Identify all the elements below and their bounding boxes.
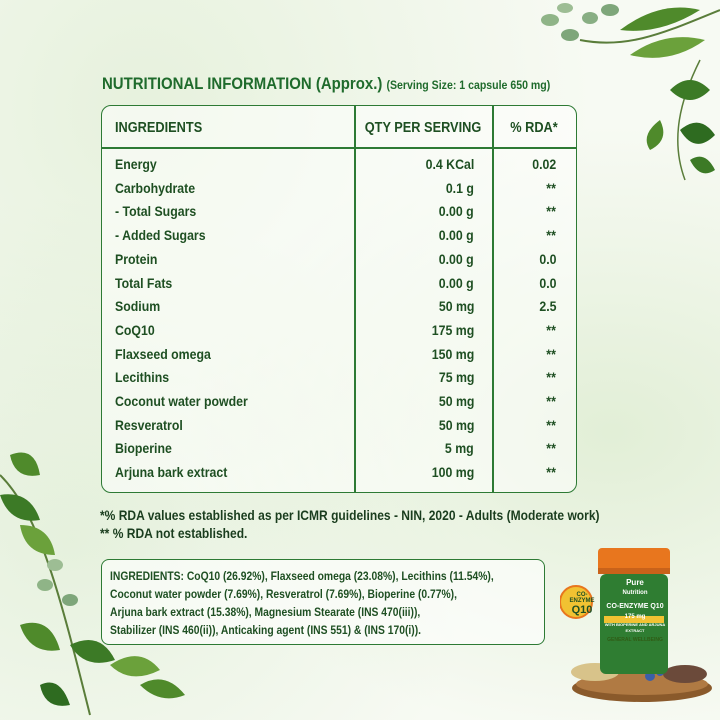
ingredient-qty: 50 mg — [438, 393, 474, 409]
table-row — [102, 322, 576, 346]
ingredient-qty: 50 mg — [438, 416, 474, 433]
table-row — [102, 156, 576, 180]
ingredient-name: CoQ10 — [115, 321, 155, 338]
table-row — [102, 251, 576, 275]
ingredient-name: Flaxseed omega — [115, 345, 211, 362]
product-name: CO-ENZYME Q10 — [606, 603, 664, 610]
ingredients-text — [110, 567, 537, 639]
ingredient-rda: 2.5 — [538, 298, 556, 315]
table-row — [102, 417, 576, 441]
serving-size: (Serving Size: 1 capsule 650 mg) — [386, 78, 551, 92]
product-tagline: WITH BIOPERINE AND ARJUNA EXTRACT — [604, 622, 666, 633]
ingredient-rda: 0.0 — [538, 250, 556, 267]
ingredient-qty: 0.00 g — [439, 203, 474, 220]
brand-name: Pure — [626, 578, 644, 587]
ingredient-rda: 0.02 — [532, 156, 556, 172]
title-main: NUTRITIONAL INFORMATION (Approx.) — [102, 74, 383, 93]
header-ingredients: INGREDIENTS — [115, 120, 203, 136]
ingredient-rda: ** — [546, 416, 556, 433]
ingredients-line: Stabilizer (INS 460(ii)), Anticaking agent (INS 551) & (INS 170(i)). — [110, 623, 422, 637]
header-rda: % RDA* — [510, 120, 558, 136]
rda-footnote: *% RDA values established as per ICMR guidelines - NIN, 2020 - Adults (Moderate work) — [100, 507, 600, 523]
table-row — [102, 369, 576, 393]
ingredient-name: Lecithins — [115, 369, 170, 386]
table-row — [102, 180, 576, 204]
ingredient-qty: 0.00 g — [439, 250, 474, 267]
ingredient-qty: 5 mg — [445, 440, 474, 457]
table-row — [102, 346, 576, 370]
rda-not-established-note: ** % RDA not established. — [100, 525, 248, 541]
header-divider — [102, 147, 576, 149]
table-row — [102, 298, 576, 322]
ingredient-name: Sodium — [115, 298, 161, 315]
ingredient-qty: 175 mg — [431, 321, 474, 338]
ingredients-line: Arjuna bark extract (15.38%), Magnesium Stearate (INS 470(iii)), — [110, 605, 421, 619]
ingredient-rda: ** — [546, 393, 556, 409]
table-row — [102, 227, 576, 251]
ingredient-rda: ** — [546, 345, 556, 362]
ingredient-rda: ** — [546, 227, 556, 244]
ingredient-name: Bioperine — [115, 440, 172, 457]
ingredient-qty: 50 mg — [438, 298, 474, 315]
nutrition-title — [102, 74, 550, 94]
badge-bottom: Q10 — [571, 604, 593, 616]
ingredients-box — [101, 559, 545, 645]
ingredient-rda: ** — [546, 203, 556, 220]
header-qty: QTY PER SERVING — [364, 120, 482, 136]
ingredient-rda: ** — [546, 179, 556, 196]
ingredient-name: - Added Sugars — [115, 227, 206, 244]
ingredient-qty: 0.1 g — [445, 179, 474, 196]
brand-sub: Nutrition — [622, 590, 648, 596]
ingredient-name: Carbohydrate — [115, 179, 196, 196]
ingredient-name: Coconut water powder — [115, 393, 248, 409]
ingredient-qty: 0.00 g — [439, 227, 474, 244]
ingredient-name: Total Fats — [115, 274, 173, 291]
ingredient-name: Protein — [115, 250, 158, 267]
table-row — [102, 464, 576, 488]
ingredient-rda: ** — [546, 464, 556, 481]
ingredient-rda: ** — [546, 440, 556, 457]
ingredient-qty: 0.4 KCal — [425, 156, 474, 172]
ingredient-qty: 100 mg — [431, 464, 474, 481]
badge-top: CO-ENZYME — [569, 592, 595, 604]
ingredient-name: - Total Sugars — [115, 203, 197, 220]
nutrition-table — [101, 105, 577, 493]
ingredient-rda: 0.0 — [538, 274, 556, 291]
ingredient-name: Resveratrol — [115, 416, 183, 433]
table-row — [102, 275, 576, 299]
table-row — [102, 393, 576, 417]
product-category: GENERAL WELLBEING — [607, 637, 663, 643]
ingredient-name: Energy — [115, 156, 157, 172]
ingredient-qty: 0.00 g — [439, 274, 474, 291]
ingredient-qty: 150 mg — [431, 345, 474, 362]
ingredient-name: Arjuna bark extract — [115, 464, 228, 481]
ingredients-line: Coconut water powder (7.69%), Resveratrol (7.69%), Bioperine (0.77%), — [110, 587, 457, 601]
q10-badge — [566, 592, 598, 616]
bottle-label — [602, 578, 668, 645]
ingredient-qty: 75 mg — [438, 369, 474, 386]
ingredient-rda: ** — [546, 369, 556, 386]
table-row — [102, 440, 576, 464]
ingredients-line: INGREDIENTS: CoQ10 (26.92%), Flaxseed omega (23.08%), Lecithins (11.54%), — [110, 569, 494, 583]
ingredient-rda: ** — [546, 321, 556, 338]
product-dose: 175 mg — [624, 614, 646, 620]
table-row — [102, 203, 576, 227]
